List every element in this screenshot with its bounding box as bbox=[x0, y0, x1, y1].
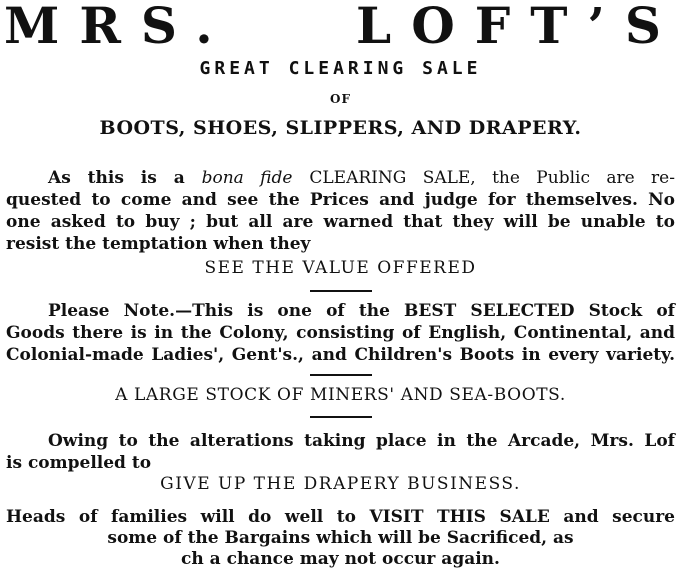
see-value-heading: SEE THE VALUE OFFERED bbox=[204, 258, 477, 278]
advert-of: OF bbox=[330, 92, 351, 106]
paragraph-2-line-3: Colonial-made Ladies', Gent's., and Children's Boots in every variety. bbox=[6, 345, 675, 365]
paragraph-4-line-1: Heads of families will do well to VISIT THIS SALE and secure bbox=[6, 507, 675, 527]
paragraph-1-line-2: quested to come and see the Prices and judge for themselves. No bbox=[6, 190, 675, 210]
paragraph-4-line-2: some of the Bargains which will be Sacrificed, as bbox=[107, 528, 574, 548]
advert-title: MRS. LOFT’S bbox=[4, 0, 681, 55]
advert-subtitle: GREAT CLEARING SALE bbox=[199, 58, 482, 79]
paragraph-3-line-1: Owing to the alterations taking place in the Arcade, Mrs. Lof bbox=[48, 431, 675, 451]
paragraph-1-line-4: resist the temptation when they bbox=[6, 234, 311, 254]
paragraph-4-line-3: ch a chance may not occur again. bbox=[181, 549, 500, 569]
paragraph-2-line-1: Please Note.—This is one of the BEST SELECTED Stock of bbox=[48, 301, 675, 321]
advert-goods-heading: BOOTS, SHOES, SLIPPERS, AND DRAPERY. bbox=[99, 117, 582, 139]
give-up-heading: GIVE UP THE DRAPERY BUSINESS. bbox=[160, 474, 521, 494]
paragraph-2-line-2: Goods there is in the Colony, consisting of English, Continental, and bbox=[6, 323, 675, 343]
p1-line1-italic: bona fide bbox=[201, 168, 293, 188]
divider-rule-1 bbox=[310, 290, 372, 292]
paragraph-1-line-3: one asked to buy ; but all are warned that they will be unable to bbox=[6, 212, 675, 232]
miners-heading: A LARGE STOCK OF MINERS' AND SEA-BOOTS. bbox=[115, 385, 566, 405]
divider-rule-3 bbox=[310, 416, 372, 418]
paragraph-1-line-1 bbox=[48, 167, 675, 189]
divider-rule-2 bbox=[310, 374, 372, 376]
p1-line1-end: CLEARING SALE, the Public are re- bbox=[309, 168, 675, 188]
p1-line1-start: As this is a bbox=[48, 168, 185, 188]
paragraph-3-line-2: is compelled to bbox=[6, 453, 152, 473]
